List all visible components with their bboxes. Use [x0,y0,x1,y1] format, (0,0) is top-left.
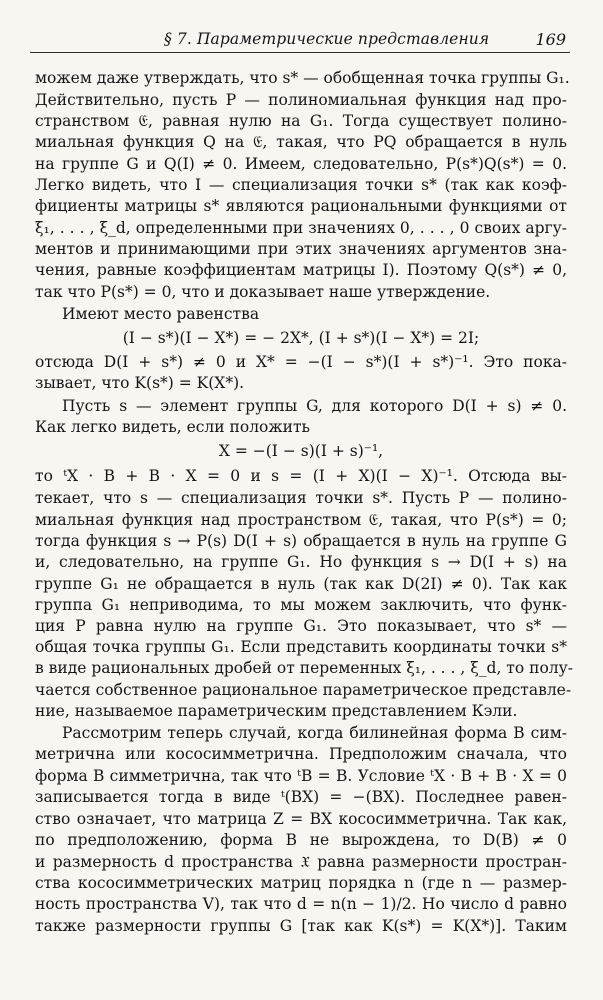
text-line: и, следовательно, на группе G₁. Но функция s → D(I + s) на [35,553,567,571]
text-line: миальная функция над пространством 𝔈, такая, что P(s*) = 0; [35,511,567,529]
text-line: Действительно, пусть P — полиномиальная функция над про- [35,91,567,109]
text-line: ность пространства V), так что d = n(n − 1)/2. Но число d равно [35,895,567,913]
text-line: Рассмотрим теперь случай, когда билинейная форма B сим- [62,724,567,742]
text-line: метрична или кососимметрична. Предположим сначала, что [35,745,567,763]
text-line: Как легко видеть, если положить [35,418,310,436]
text-line: фициенты матрицы s* являются рациональными функциями от [35,197,567,215]
text-line: зывает, что K(s*) = K(X*). [35,374,245,392]
text-line: по предположению, форма B не вырождена, то D(B) ≠ 0 [35,831,567,849]
text-line: ция P равна нулю на группе G₁. Это показывает, что s* — [35,617,567,635]
text-line: ментов и принимающими при этих значениях аргументов зна- [35,240,567,258]
text-line: миальная функция Q на 𝔈, такая, что PQ обращается в нуль [35,133,567,151]
text-line: ξ₁, . . . , ξ_d, определенными при значениях 0, . . . , 0 своих аргу- [35,219,567,237]
text-line: ство означает, что матрица Z = BX кососимметрична. Так как, [35,810,567,828]
text-line: чается собственное рациональное параметрическое представле- [35,681,572,699]
text-line: группа G₁ неприводима, то мы можем заключить, что функ- [35,596,567,614]
text-line: можем даже утверждать, что s* — обобщенная точка группы G₁. [35,69,570,87]
text-line: Имеют место равенства [62,305,260,323]
text-line: в виде рациональных дробей от переменных ξ₁, . . . , ξ_d, то полу- [35,659,574,677]
text-line: ние, называемое параметрическим представлением Кэли. [35,702,518,720]
text-line: то ᵗX · B + B · X = 0 и s = (I + X)(I − X)⁻¹. Отсюда вы- [35,467,567,485]
text-line: Легко видеть, что I — специализация точки s* (так как коэф- [35,176,567,194]
text-line: отсюда D(I + s*) ≠ 0 и X* = −(I − s*)(I + s*)⁻¹. Это пока- [35,353,567,371]
text-line: и размерность d пространства 𝔛 равна размерности простран- [35,853,567,871]
running-title: § 7. Параметрические представления [164,30,490,48]
text-line: записывается тогда в виде ᵗ(BX) = −(BX). Последнее равен- [35,788,567,806]
page-number: 169 [535,30,566,49]
text-line: группе G₁ не обращается в нуль (так как D(2I) ≠ 0). Так как [35,575,567,593]
text-line: ства кососимметрических матриц порядка n (где n — размер- [35,874,567,892]
text-line: чения, равные коэффициентам матрицы I). Поэтому Q(s*) ≠ 0, [35,261,567,279]
text-line: так что P(s*) = 0, что и доказывает наше утверждение. [35,283,491,301]
text-line: странством 𝔈, равная нулю на G₁. Тогда существует полино- [35,112,567,130]
text-line: общая точка группы G₁. Если представить координаты точки s* [35,638,567,656]
text-line: Пусть s — элемент группы G, для которого D(I + s) ≠ 0. [62,397,567,415]
display-equation: (I − s*)(I − X*) = − 2X*, (I + s*)(I − X*) = 2I; [122,329,480,347]
text-line: текает, что s — специализация точки s*. Пусть P — полино- [35,489,567,507]
running-header [30,24,570,53]
display-equation: X = −(I − s)(I + s)⁻¹, [218,442,384,460]
text-line: на группе G и Q(I) ≠ 0. Имеем, следовательно, P(s*)Q(s*) = 0. [35,155,567,173]
text-line: тогда функция s → P(s) D(I + s) обращается в нуль на группе G [35,532,567,550]
text-line: также размерности группы G [так как K(s*) = K(X*)]. Таким [35,917,567,935]
text-line: форма B симметрична, так что ᵗB = B. Условие ᵗX · B + B · X = 0 [35,767,567,785]
